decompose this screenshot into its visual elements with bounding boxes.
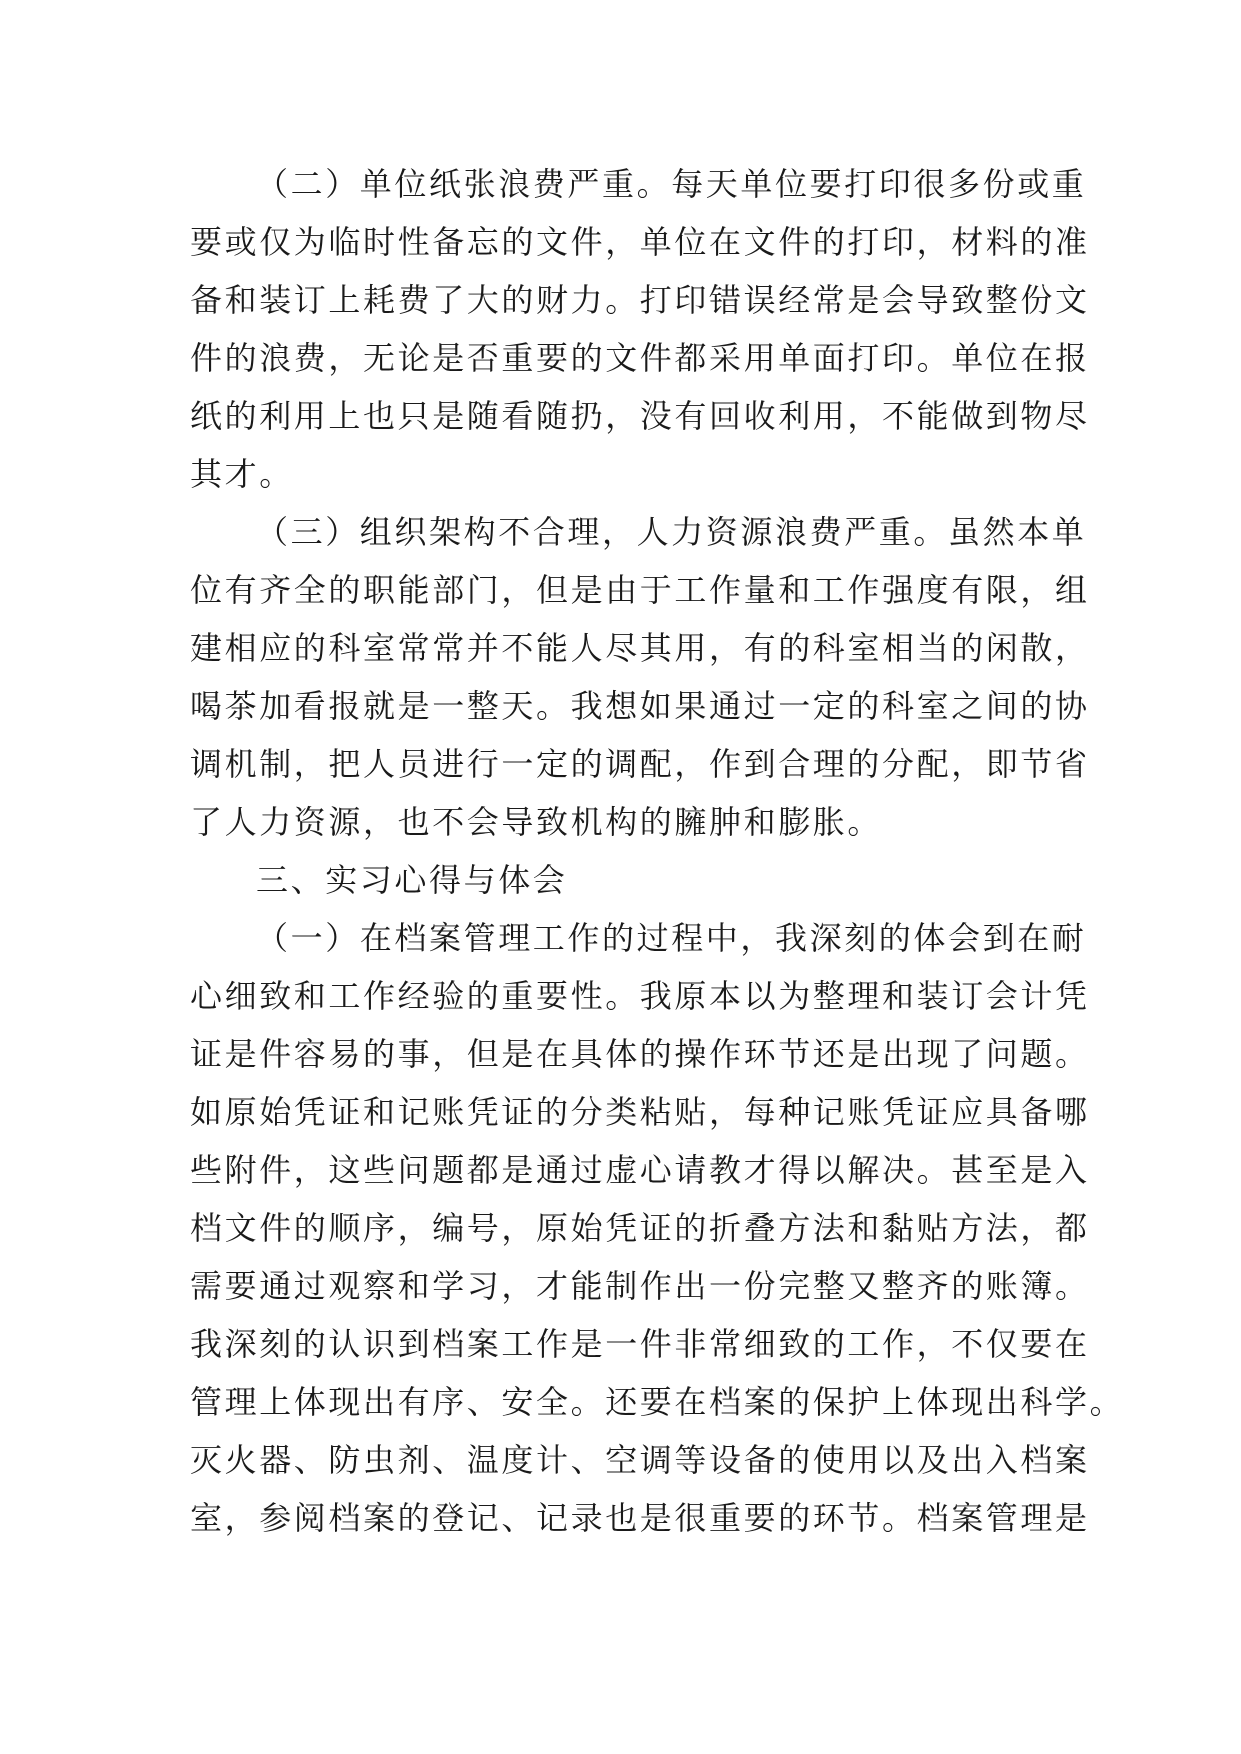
paragraph-3-line-4: 喝茶加看报就是一整天。我想如果通过一定的科室之间的协 bbox=[190, 687, 1090, 725]
paragraph-2-line-5: 纸的利用上也只是随看随扔，没有回收利用，不能做到物尽 bbox=[190, 397, 1090, 435]
paragraph-4-line-9: 管理上体现出有序、安全。还要在档案的保护上体现出科学。 bbox=[190, 1383, 1125, 1421]
paragraph-4-line-10: 灭火器、防虫剂、温度计、空调等设备的使用以及出入档案 bbox=[190, 1441, 1090, 1479]
paragraph-2-line-1: （二）单位纸张浪费严重。每天单位要打印很多份或重 bbox=[256, 165, 1087, 203]
paragraph-3-line-3: 建相应的科室常常并不能人尽其用，有的科室相当的闲散， bbox=[190, 629, 1090, 667]
paragraph-4-line-4: 如原始凭证和记账凭证的分类粘贴，每种记账凭证应具备哪 bbox=[190, 1093, 1090, 1131]
section-heading: 三、实习心得与体会 bbox=[256, 861, 568, 899]
paragraph-4-line-11: 室，参阅档案的登记、记录也是很重要的环节。档案管理是 bbox=[190, 1499, 1090, 1537]
paragraph-3-line-6: 了人力资源，也不会导致机构的臃肿和膨胀。 bbox=[190, 803, 883, 841]
paragraph-4-line-3: 证是件容易的事，但是在具体的操作环节还是出现了问题。 bbox=[190, 1035, 1090, 1073]
paragraph-2-line-6: 其才。 bbox=[190, 455, 294, 493]
paragraph-2-line-3: 备和装订上耗费了大的财力。打印错误经常是会导致整份文 bbox=[190, 281, 1090, 319]
paragraph-4-line-2: 心细致和工作经验的重要性。我原本以为整理和装订会计凭 bbox=[190, 977, 1090, 1015]
paragraph-2-line-2: 要或仅为临时性备忘的文件，单位在文件的打印，材料的准 bbox=[190, 223, 1090, 261]
paragraph-2-line-4: 件的浪费，无论是否重要的文件都采用单面打印。单位在报 bbox=[190, 339, 1090, 377]
paragraph-4-line-8: 我深刻的认识到档案工作是一件非常细致的工作，不仅要在 bbox=[190, 1325, 1090, 1363]
paragraph-4-line-7: 需要通过观察和学习，才能制作出一份完整又整齐的账簿。 bbox=[190, 1267, 1090, 1305]
paragraph-3-line-5: 调机制，把人员进行一定的调配，作到合理的分配，即节省 bbox=[190, 745, 1090, 783]
paragraph-4-line-5: 些附件，这些问题都是通过虚心请教才得以解决。甚至是入 bbox=[190, 1151, 1090, 1189]
paragraph-3-line-1: （三）组织架构不合理，人力资源浪费严重。虽然本单 bbox=[256, 513, 1087, 551]
paragraph-3-line-2: 位有齐全的职能部门，但是由于工作量和工作强度有限，组 bbox=[190, 571, 1090, 609]
paragraph-4-line-6: 档文件的顺序，编号，原始凭证的折叠方法和黏贴方法，都 bbox=[190, 1209, 1090, 1247]
paragraph-4-line-1: （一）在档案管理工作的过程中，我深刻的体会到在耐 bbox=[256, 919, 1087, 957]
